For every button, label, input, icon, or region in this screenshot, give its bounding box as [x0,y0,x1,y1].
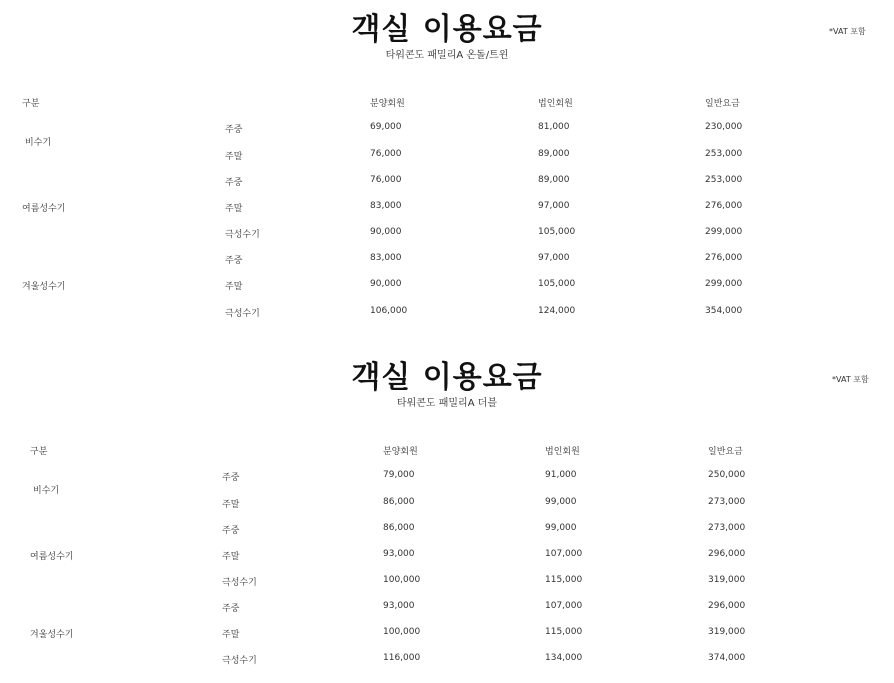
price-regular: 299,000 [705,279,743,289]
price-regular: 296,000 [708,549,746,559]
price-member: 93,000 [383,549,415,559]
season-winter-peak: 겨울성수기 [30,630,74,640]
price-corporate: 99,000 [545,523,577,533]
price-corporate: 115,000 [545,627,583,637]
price-corporate: 115,000 [545,575,583,585]
day-type: 주중 [225,125,243,135]
price-regular: 253,000 [705,175,743,185]
price-corporate: 105,000 [538,227,576,237]
season-summer-peak: 여름성수기 [30,552,74,562]
price-corporate: 97,000 [538,201,570,211]
price-regular: 250,000 [708,470,746,480]
price-regular: 296,000 [708,601,746,611]
price-regular: 319,000 [708,575,746,585]
price-corporate: 134,000 [545,653,583,663]
price-regular: 273,000 [708,523,746,533]
price-corporate: 89,000 [538,149,570,159]
season-off-peak: 비수기 [33,486,60,496]
day-type: 극성수기 [225,230,260,240]
vat-note: *VAT 포함 [829,27,866,36]
day-type: 극성수기 [222,578,257,588]
price-corporate: 89,000 [538,175,570,185]
room-type-subtitle: 타워콘도 패밀리A 더블 [396,398,498,409]
page-title: 객실 이용요금 [351,12,543,47]
price-corporate: 124,000 [538,306,576,316]
day-type: 주중 [222,473,240,483]
header-corporate: 법인회원 [538,99,573,109]
header-corporate: 법인회원 [545,447,580,457]
price-member: 76,000 [370,149,402,159]
price-member: 90,000 [370,227,402,237]
price-member: 90,000 [370,279,402,289]
price-corporate: 99,000 [545,497,577,507]
price-member: 93,000 [383,601,415,611]
price-regular: 273,000 [708,497,746,507]
price-member: 106,000 [370,306,408,316]
price-member: 86,000 [383,497,415,507]
price-member: 69,000 [370,122,402,132]
vat-note: *VAT 포함 [832,375,869,384]
day-type: 주말 [222,500,240,510]
price-member: 79,000 [383,470,415,480]
day-type: 주말 [225,204,243,214]
price-corporate: 107,000 [545,601,583,611]
price-regular: 374,000 [708,653,746,663]
price-member: 86,000 [383,523,415,533]
price-member: 83,000 [370,201,402,211]
price-regular: 354,000 [705,306,743,316]
day-type: 주말 [222,552,240,562]
price-member: 116,000 [383,653,421,663]
day-type: 주중 [225,178,243,188]
season-winter-peak: 겨울성수기 [22,282,66,292]
day-type: 극성수기 [222,656,257,666]
price-member: 100,000 [383,575,421,585]
rate-section-double [0,348,894,683]
day-type: 주말 [225,282,243,292]
price-member: 83,000 [370,253,402,263]
price-corporate: 105,000 [538,279,576,289]
price-member: 76,000 [370,175,402,185]
header-member: 분양회원 [383,447,418,457]
price-regular: 276,000 [705,201,743,211]
price-regular: 230,000 [705,122,743,132]
page-title: 객실 이용요금 [351,360,543,395]
header-category: 구분 [30,447,48,457]
day-type: 주중 [222,526,240,536]
day-type: 주말 [225,152,243,162]
rate-section-ondol-twin [0,0,894,330]
room-type-subtitle: 타워콘도 패밀리A 온돌/트윈 [385,50,509,61]
season-off-peak: 비수기 [25,138,52,148]
price-regular: 319,000 [708,627,746,637]
price-regular: 253,000 [705,149,743,159]
price-corporate: 91,000 [545,470,577,480]
day-type: 주중 [225,256,243,266]
header-category: 구분 [22,99,40,109]
day-type: 극성수기 [225,309,260,319]
price-regular: 276,000 [705,253,743,263]
day-type: 주중 [222,604,240,614]
price-corporate: 107,000 [545,549,583,559]
price-regular: 299,000 [705,227,743,237]
header-member: 분양회원 [370,99,405,109]
price-member: 100,000 [383,627,421,637]
header-regular: 일반요금 [705,99,740,109]
day-type: 주말 [222,630,240,640]
price-corporate: 81,000 [538,122,570,132]
header-regular: 일반요금 [708,447,743,457]
price-corporate: 97,000 [538,253,570,263]
season-summer-peak: 여름성수기 [22,204,66,214]
